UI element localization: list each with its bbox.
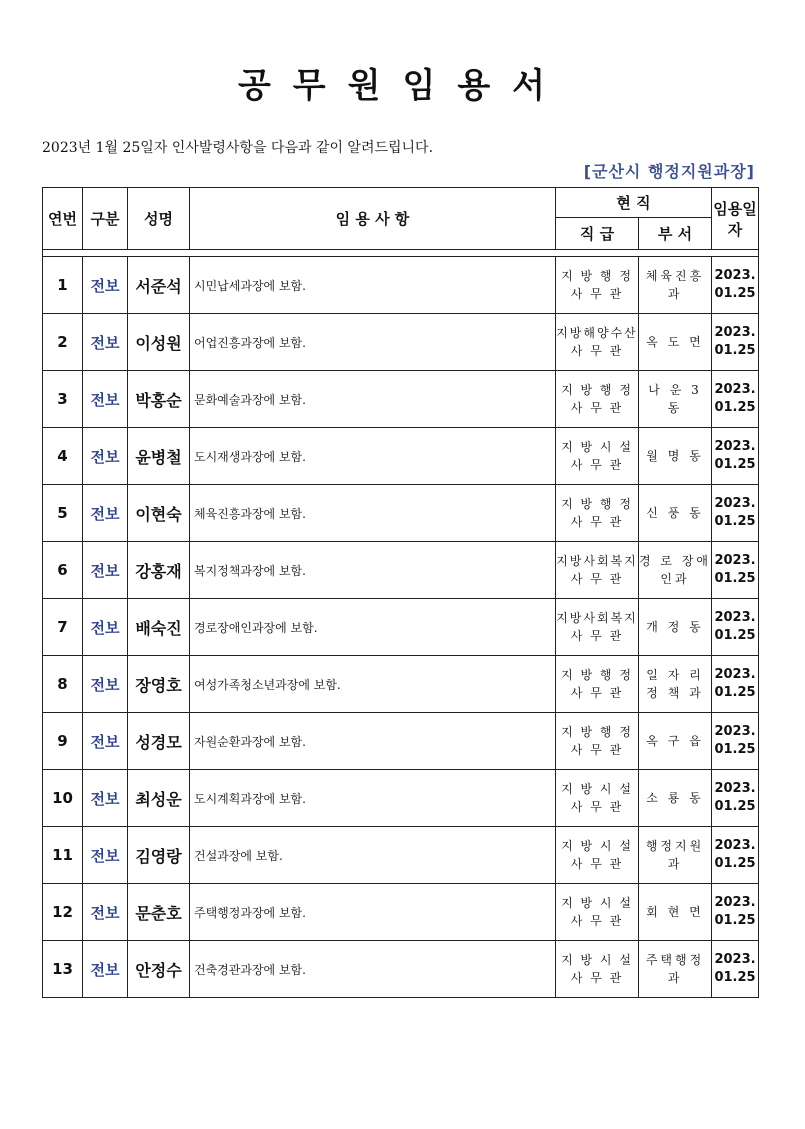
row-name: 문춘호	[128, 884, 190, 941]
row-rank-line2: 사 무 관	[570, 629, 624, 643]
row-action: 경로장애인과장에 보함.	[190, 599, 556, 656]
row-action: 여성가족청소년과장에 보함.	[190, 656, 556, 713]
row-action: 도시계획과장에 보함.	[190, 770, 556, 827]
row-action: 자원순환과장에 보함.	[190, 713, 556, 770]
row-date	[712, 770, 759, 827]
row-date	[712, 257, 759, 314]
row-action: 건설과장에 보함.	[190, 827, 556, 884]
row-date	[712, 656, 759, 713]
row-dept: 옥 구 읍	[639, 713, 712, 770]
row-rank-line2: 사 무 관	[570, 686, 624, 700]
header-gap	[43, 250, 759, 257]
row-date	[712, 827, 759, 884]
row-date-year: 2023.	[714, 781, 756, 796]
table-row	[43, 542, 759, 599]
row-type: 전보	[83, 827, 128, 884]
header-action: 임 용 사 항	[190, 188, 556, 250]
header-current: 현 직	[556, 188, 712, 218]
row-date-day: 01.25	[714, 970, 756, 985]
row-rank	[556, 713, 639, 770]
row-type: 전보	[83, 599, 128, 656]
row-number: 6	[43, 542, 83, 599]
row-dept: 경 로 장애인과	[639, 542, 712, 599]
row-rank-line2: 사 무 관	[570, 401, 624, 415]
row-name: 최성운	[128, 770, 190, 827]
row-rank	[556, 827, 639, 884]
row-date-year: 2023.	[714, 724, 756, 739]
table-row	[43, 428, 759, 485]
row-dept: 소 룡 동	[639, 770, 712, 827]
row-date-day: 01.25	[714, 856, 756, 871]
table-row	[43, 827, 759, 884]
row-number: 4	[43, 428, 83, 485]
appointment-table	[42, 187, 759, 998]
row-number: 11	[43, 827, 83, 884]
row-date	[712, 428, 759, 485]
header-dept: 부 서	[639, 218, 712, 250]
row-rank	[556, 656, 639, 713]
intro-text: 2023년 1월 25일자 인사발령사항을 다음과 같이 알려드립니다.	[42, 140, 434, 156]
row-date-year: 2023.	[714, 838, 756, 853]
row-date-year: 2023.	[714, 382, 756, 397]
row-date-day: 01.25	[714, 799, 756, 814]
row-date-year: 2023.	[714, 325, 756, 340]
row-number: 12	[43, 884, 83, 941]
row-name: 장영호	[128, 656, 190, 713]
row-date	[712, 713, 759, 770]
row-rank-line1: 지 방 시 설	[561, 782, 633, 796]
row-dept: 옥 도 면	[639, 314, 712, 371]
table-row	[43, 314, 759, 371]
row-date-day: 01.25	[714, 742, 756, 757]
row-date	[712, 485, 759, 542]
row-type: 전보	[83, 770, 128, 827]
document-title: 공무원임용서	[237, 66, 568, 106]
table-row	[43, 884, 759, 941]
row-rank	[556, 257, 639, 314]
row-dept: 행정지원과	[639, 827, 712, 884]
row-rank-line2: 사 무 관	[570, 458, 624, 472]
row-rank	[556, 770, 639, 827]
row-rank-line1: 지 방 행 정	[561, 668, 633, 682]
row-rank	[556, 428, 639, 485]
row-name: 박홍순	[128, 371, 190, 428]
row-date-year: 2023.	[714, 268, 756, 283]
row-date-day: 01.25	[714, 571, 756, 586]
row-number: 1	[43, 257, 83, 314]
row-dept: 나 운 3 동	[639, 371, 712, 428]
row-number: 5	[43, 485, 83, 542]
row-rank-line2: 사 무 관	[570, 344, 624, 358]
row-date-day: 01.25	[714, 685, 756, 700]
row-date	[712, 542, 759, 599]
row-rank	[556, 884, 639, 941]
row-rank	[556, 314, 639, 371]
row-dept: 회 현 면	[639, 884, 712, 941]
row-dept: 체육진흥과	[639, 257, 712, 314]
row-dept: 신 풍 동	[639, 485, 712, 542]
table-row	[43, 941, 759, 998]
row-number: 10	[43, 770, 83, 827]
row-rank-line1: 지방사회복지	[556, 611, 638, 625]
row-rank-line1: 지 방 시 설	[561, 440, 633, 454]
department-label: [군산시 행정지원과장]	[583, 162, 755, 181]
row-rank-line1: 지 방 시 설	[561, 839, 633, 853]
row-rank-line2: 사 무 관	[570, 287, 624, 301]
row-action: 문화예술과장에 보함.	[190, 371, 556, 428]
row-date	[712, 941, 759, 998]
row-rank	[556, 941, 639, 998]
table-row	[43, 371, 759, 428]
row-name: 서준석	[128, 257, 190, 314]
table-row	[43, 599, 759, 656]
header-rank: 직 급	[556, 218, 639, 250]
row-rank-line2: 사 무 관	[570, 515, 624, 529]
row-rank	[556, 371, 639, 428]
header-name: 성명	[128, 188, 190, 250]
row-date-day: 01.25	[714, 514, 756, 529]
row-action: 어업진흥과장에 보함.	[190, 314, 556, 371]
row-type: 전보	[83, 656, 128, 713]
row-type: 전보	[83, 542, 128, 599]
row-date	[712, 371, 759, 428]
row-action: 건축경관과장에 보함.	[190, 941, 556, 998]
row-date-year: 2023.	[714, 667, 756, 682]
row-type: 전보	[83, 713, 128, 770]
row-date-day: 01.25	[714, 343, 756, 358]
row-date	[712, 314, 759, 371]
row-name: 배숙진	[128, 599, 190, 656]
row-rank-line2: 사 무 관	[570, 971, 624, 985]
row-name: 이현숙	[128, 485, 190, 542]
row-date-day: 01.25	[714, 628, 756, 643]
row-rank	[556, 485, 639, 542]
row-type: 전보	[83, 428, 128, 485]
row-name: 성경모	[128, 713, 190, 770]
row-type: 전보	[83, 257, 128, 314]
table-row	[43, 713, 759, 770]
row-date-day: 01.25	[714, 913, 756, 928]
row-date-year: 2023.	[714, 496, 756, 511]
row-action: 체육진흥과장에 보함.	[190, 485, 556, 542]
row-date-year: 2023.	[714, 439, 756, 454]
row-name: 이성원	[128, 314, 190, 371]
row-rank-line2: 사 무 관	[570, 914, 624, 928]
row-rank	[556, 542, 639, 599]
table-row	[43, 485, 759, 542]
row-type: 전보	[83, 941, 128, 998]
table-row	[43, 257, 759, 314]
row-date-year: 2023.	[714, 895, 756, 910]
row-rank-line1: 지 방 행 정	[561, 269, 633, 283]
row-date-day: 01.25	[714, 286, 756, 301]
row-date-year: 2023.	[714, 610, 756, 625]
header-date: 임용일자	[712, 188, 759, 250]
row-action: 복지정책과장에 보함.	[190, 542, 556, 599]
row-number: 2	[43, 314, 83, 371]
row-name: 윤병철	[128, 428, 190, 485]
row-rank-line2: 사 무 관	[570, 572, 624, 586]
table-row	[43, 656, 759, 713]
row-action: 도시재생과장에 보함.	[190, 428, 556, 485]
row-name: 안정수	[128, 941, 190, 998]
table-row	[43, 770, 759, 827]
row-number: 3	[43, 371, 83, 428]
row-rank-line1: 지 방 행 정	[561, 497, 633, 511]
row-rank-line1: 지방사회복지	[556, 554, 638, 568]
row-rank	[556, 599, 639, 656]
row-action: 주택행정과장에 보함.	[190, 884, 556, 941]
row-dept: 일 자 리 정 책 과	[639, 656, 712, 713]
row-number: 8	[43, 656, 83, 713]
row-rank-line1: 지 방 행 정	[561, 725, 633, 739]
row-type: 전보	[83, 371, 128, 428]
row-name: 강홍재	[128, 542, 190, 599]
row-rank-line2: 사 무 관	[570, 857, 624, 871]
row-type: 전보	[83, 314, 128, 371]
row-dept: 월 명 동	[639, 428, 712, 485]
row-date	[712, 599, 759, 656]
row-dept: 개 정 동	[639, 599, 712, 656]
header-type: 구분	[83, 188, 128, 250]
row-date-year: 2023.	[714, 553, 756, 568]
row-number: 7	[43, 599, 83, 656]
row-type: 전보	[83, 884, 128, 941]
row-type: 전보	[83, 485, 128, 542]
row-rank-line1: 지 방 행 정	[561, 383, 633, 397]
row-action: 시민납세과장에 보함.	[190, 257, 556, 314]
row-rank-line2: 사 무 관	[570, 743, 624, 757]
row-rank-line2: 사 무 관	[570, 800, 624, 814]
row-date	[712, 884, 759, 941]
row-rank-line1: 지 방 시 설	[561, 896, 633, 910]
row-name: 김영랑	[128, 827, 190, 884]
row-date-day: 01.25	[714, 457, 756, 472]
row-number: 9	[43, 713, 83, 770]
row-date-year: 2023.	[714, 952, 756, 967]
row-number: 13	[43, 941, 83, 998]
row-rank-line1: 지 방 시 설	[561, 953, 633, 967]
header-no: 연번	[43, 188, 83, 250]
row-dept: 주택행정과	[639, 941, 712, 998]
row-rank-line1: 지방해양수산	[556, 326, 638, 340]
row-date-day: 01.25	[714, 400, 756, 415]
